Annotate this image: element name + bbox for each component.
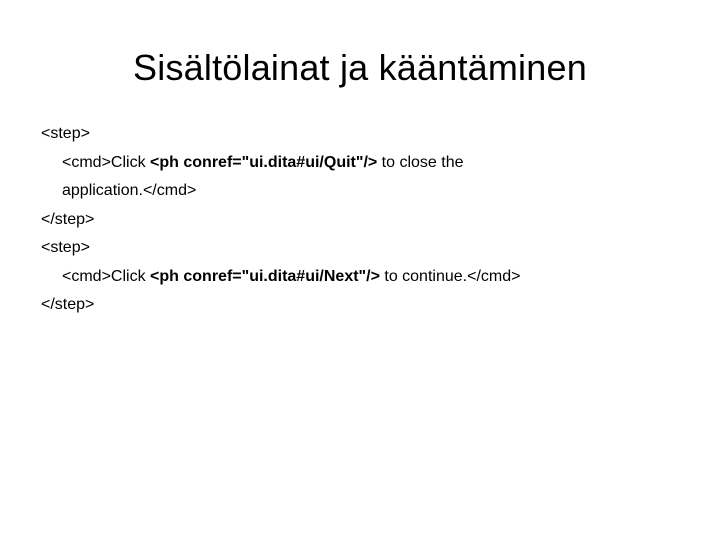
slide-body	[41, 120, 681, 320]
code-line-cmd-quit	[41, 149, 681, 178]
code-text: to close the	[377, 153, 464, 171]
code-line-cmd-quit-continued	[41, 177, 681, 206]
code-line-step-open-2	[41, 234, 681, 263]
code-conref-quit: <ph conref="ui.dita#ui/Quit"/>	[150, 153, 378, 171]
code-text: </step>	[41, 210, 95, 228]
code-text: <cmd>Click	[62, 267, 151, 285]
code-text: to continue.</cmd>	[379, 267, 521, 285]
code-line-step-close-1	[41, 206, 681, 235]
code-text: <step>	[41, 125, 90, 142]
code-text: </step>	[41, 296, 95, 313]
code-text: application.</cmd>	[62, 182, 197, 199]
slide-title: Sisältölainat ja kääntäminen	[133, 47, 587, 88]
code-conref-next: <ph conref="ui.dita#ui/Next"/>	[150, 267, 380, 285]
code-line-cmd-next	[41, 263, 681, 292]
code-line-step-open-1	[41, 120, 681, 149]
code-text: <step>	[41, 239, 90, 256]
code-text: <cmd>Click	[62, 153, 151, 171]
code-line-step-close-2	[41, 291, 681, 320]
